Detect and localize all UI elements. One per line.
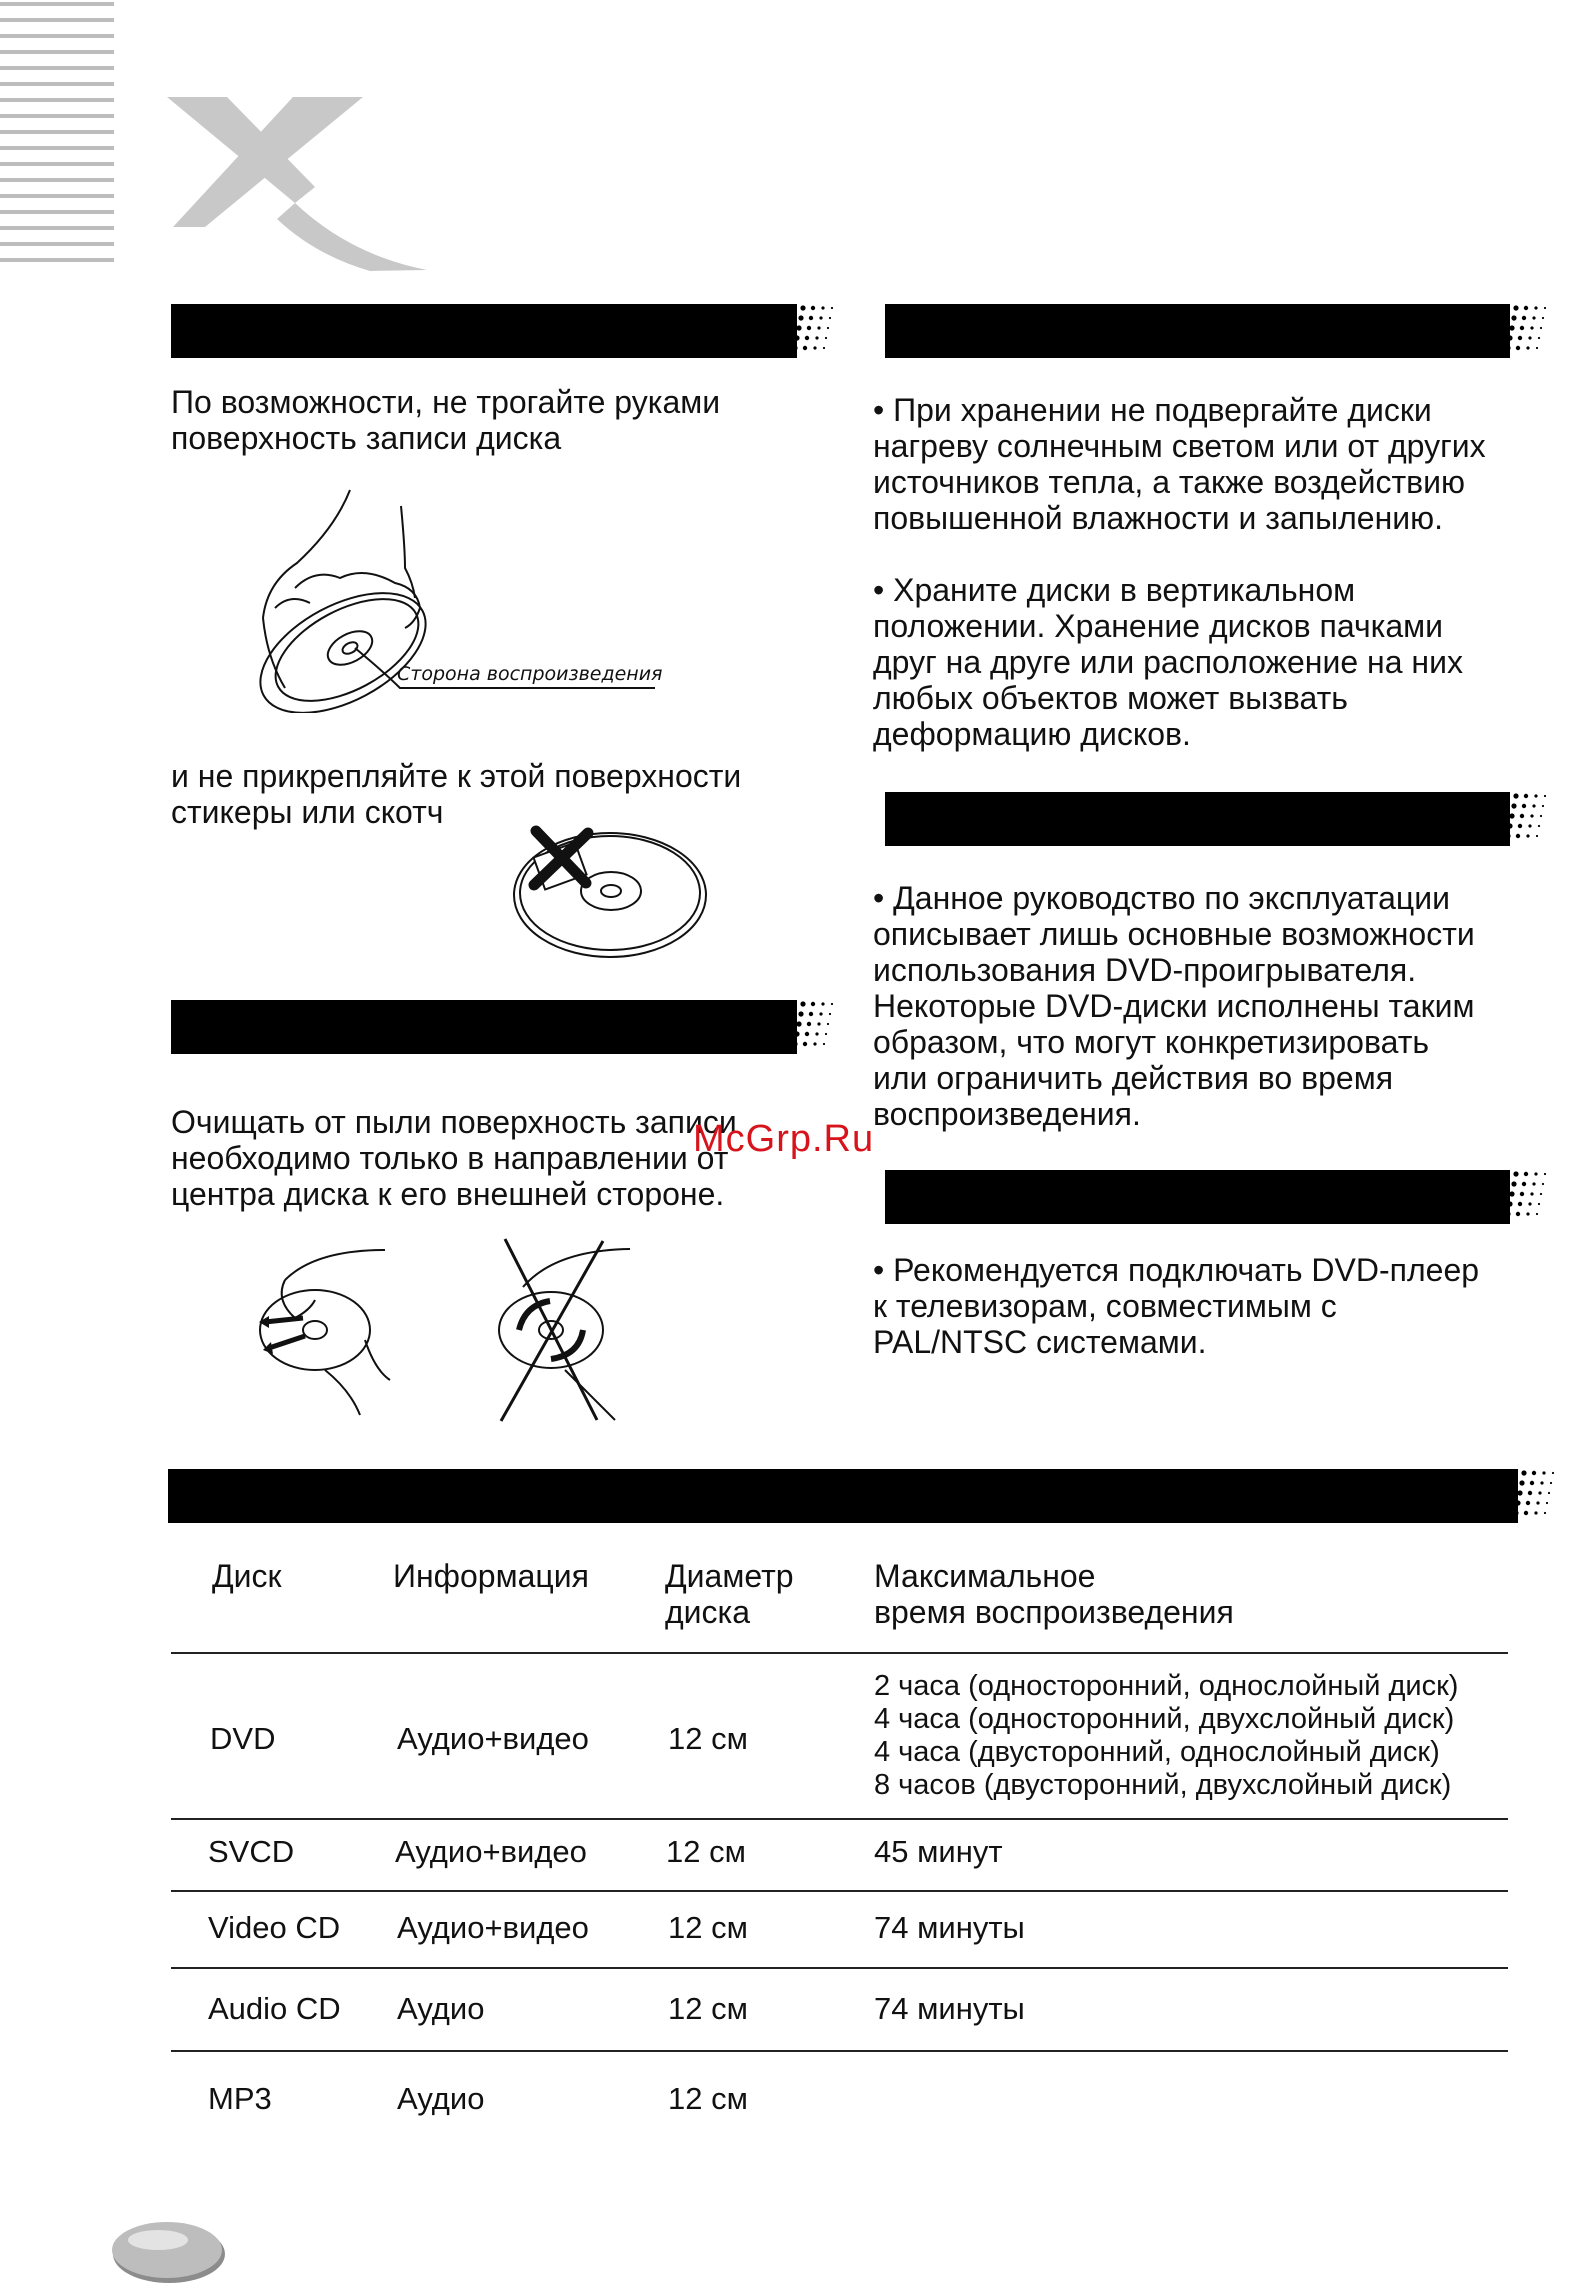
cell-diameter: 12 см [666,1834,746,1869]
halftone-decoration [777,1000,837,1054]
section-bar-tv-compat [885,1170,1510,1224]
table-divider [171,2050,1508,2052]
watermark: McGrp.Ru [693,1118,875,1160]
cell-info: Аудио+видео [397,1721,589,1756]
halftone-decoration [1498,1469,1558,1523]
disc-no-sticker-illustration [508,825,713,965]
cell-time: 74 минуты [874,1910,1025,1945]
tv-bullet [873,1252,1523,1360]
figure-caption: Сторона воспроизведения [397,663,663,685]
manual-bullet-text: Данное руководство по эксплуатации описывает лишь основные возможности использования DVD-проигрывателя. Некоторые DVD-диски исполнены таким образом, что могут конкретизировать или ограничить действия во время воспроизведения. [873,880,1475,1132]
section-bar-disc-storage [885,304,1510,358]
cleaning-correct-illustration [255,1240,395,1420]
cell-diameter: 12 см [668,1910,748,1945]
table-header-disc: Диск [212,1558,282,1594]
halftone-decoration [1490,792,1550,846]
cell-info: Аудио+видео [395,1834,587,1869]
storage-bullet-1-text: При хранении не подвергайте диски нагреву солнечным светом или от других источников тепла, а также воздействию повышенной влажности и запылению. [873,392,1486,536]
bullet-icon: • [873,572,885,608]
decorative-stripes [0,0,115,275]
halftone-decoration [777,304,837,358]
bullet-icon: • [873,392,885,428]
table-divider [171,1967,1508,1969]
cleaning-wrong-illustration [495,1235,635,1425]
bullet-icon: • [873,880,885,916]
section-bar-manual-note [885,792,1510,846]
cell-time: 74 минуты [874,1991,1025,2026]
sticker-warning: и не прикрепляйте к этой поверхности стикеры или скотч [171,758,742,830]
table-header-diameter: Диаметр диска [665,1558,794,1630]
cleaning-instruction: Очищать от пыли поверхность записи необходимо только в направлении от центра диска к его внешней стороне. [171,1104,737,1212]
cell-time: 45 минут [874,1834,1003,1869]
cell-info: Аудио [397,2081,485,2116]
handling-instruction: По возможности, не трогайте руками поверхность записи диска [171,384,721,456]
table-divider [171,1890,1508,1892]
halftone-decoration [1490,304,1550,358]
storage-bullet-1 [873,392,1523,536]
tv-bullet-text: Рекомендуется подключать DVD-плеер к телевизорам, совместимым с PAL/NTSC системами. [873,1252,1480,1360]
table-header-info: Информация [393,1558,589,1594]
manual-bullet [873,880,1523,1132]
cell-time: 2 часа (односторонний, однослойный диск) 4 часа (односторонний, двухслойный диск) 4 часа (двусторонний, однослойный диск) 8 часов (двусторонний, двухслойный диск) [874,1670,1459,1801]
storage-bullet-2 [873,572,1523,752]
cell-disc: Audio CD [208,1991,341,2026]
disc-handling-illustration [255,488,665,713]
cell-disc: DVD [210,1721,276,1756]
cell-diameter: 12 см [668,1991,748,2026]
cell-diameter: 12 см [668,1721,748,1756]
cell-disc: SVCD [208,1834,295,1869]
cell-info: Аудио [397,1991,485,2026]
cell-diameter: 12 см [668,2081,748,2116]
brand-x-logo [165,95,435,275]
cell-disc: Video CD [208,1910,341,1945]
cell-info: Аудио+видео [397,1910,589,1945]
table-divider [171,1652,1508,1654]
section-bar-disc-types [168,1469,1518,1523]
bullet-icon: • [873,1252,885,1288]
cell-disc: MP3 [208,2081,272,2116]
section-bar-disc-handling [171,304,797,358]
halftone-decoration [1490,1170,1550,1224]
storage-bullet-2-text: Храните диски в вертикальном положении. Хранение дисков пачками друг на друге или расположение на них любых объектов может вызвать деформацию дисков. [873,572,1463,752]
table-divider [171,1818,1508,1820]
table-header-time: Максимальное время воспроизведения [874,1558,1234,1630]
page-number-oval [108,2218,230,2284]
section-bar-disc-cleaning [171,1000,797,1054]
